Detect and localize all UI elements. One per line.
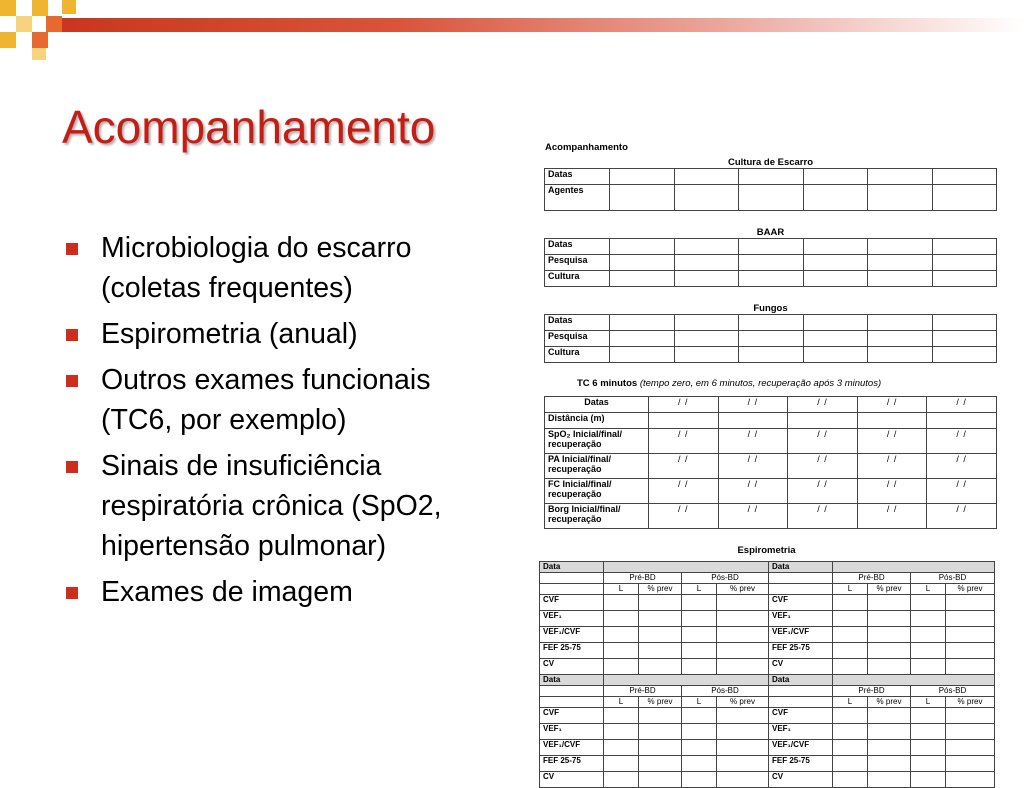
table-row (545, 347, 997, 363)
fungos-caption: Fungos (753, 303, 788, 314)
bullet-text: Exames de imagem (101, 576, 353, 608)
unit-header: % prev (868, 584, 911, 595)
date-cell: / / (788, 454, 858, 479)
date-cell: / / (649, 479, 719, 504)
table-row (540, 584, 995, 595)
table-row (540, 562, 995, 573)
data-label: Data (769, 675, 833, 686)
date-cell: / / (649, 504, 719, 529)
row-label: CV (769, 772, 833, 788)
table-row (545, 454, 997, 479)
row-label: FEF 25-75 (769, 756, 833, 772)
row-label: CVF (540, 708, 604, 724)
unit-header: L (833, 697, 868, 708)
bullet-item (62, 228, 482, 308)
row-label: SpO₂ Inicial/final/ recuperação (545, 429, 649, 454)
unit-header: L (911, 697, 946, 708)
deco-square (32, 48, 46, 60)
document-title: Acompanhamento (545, 142, 628, 153)
row-label: Borg Inicial/final/ recuperação (545, 504, 649, 529)
unit-header: L (682, 584, 717, 595)
table-row (540, 686, 995, 697)
date-cell: / / (927, 397, 997, 413)
date-cell: / / (857, 504, 927, 529)
unit-header: % prev (868, 697, 911, 708)
date-cell: / / (927, 479, 997, 504)
row-label: Distância (m) (545, 413, 649, 429)
row-label: CVF (769, 708, 833, 724)
deco-square (0, 0, 16, 16)
row-label: Datas (545, 169, 610, 185)
bullet-list (62, 228, 482, 618)
table-row (540, 659, 995, 675)
row-label: VEF₁ (769, 611, 833, 627)
date-cell: / / (718, 454, 788, 479)
row-label: VEF₁ (540, 611, 604, 627)
unit-header: % prev (717, 697, 769, 708)
tc6-caption-note: (tempo zero, em 6 minutos, recuperação após 3 minutos) (639, 378, 882, 389)
date-cell: / / (927, 429, 997, 454)
table-row (540, 595, 995, 611)
table-row (545, 397, 997, 413)
row-label: VEF₁/CVF (769, 627, 833, 643)
bullet-item (62, 360, 482, 440)
row-label: VEF₁/CVF (540, 627, 604, 643)
bullet-text: Sinais de insuficiência respiratória crônica (SpO2, hipertensão pulmonar) (101, 450, 442, 562)
row-label: Cultura (545, 347, 610, 363)
table-row (545, 169, 997, 185)
unit-header: L (604, 584, 639, 595)
row-label: Cultura (545, 271, 610, 287)
date-cell: / / (788, 397, 858, 413)
date-cell: / / (857, 397, 927, 413)
bullet-square-icon (66, 243, 78, 255)
row-label: FEF 25-75 (540, 643, 604, 659)
fungos-table (544, 314, 997, 363)
pre-bd-header: Pré-BD (833, 573, 911, 584)
pre-bd-header: Pré-BD (833, 686, 911, 697)
date-cell: / / (927, 454, 997, 479)
table-row (540, 708, 995, 724)
unit-header: L (833, 584, 868, 595)
cultura-table (544, 168, 997, 211)
row-label: Agentes (545, 185, 610, 211)
table-row (540, 611, 995, 627)
tc6-table (544, 396, 997, 529)
unit-header: % prev (639, 584, 682, 595)
row-label: Pesquisa (545, 255, 610, 271)
row-label: VEF₁/CVF (540, 740, 604, 756)
table-row (545, 331, 997, 347)
header-bar (62, 18, 1024, 32)
bullet-square-icon (66, 587, 78, 599)
date-cell: / / (718, 479, 788, 504)
deco-square (16, 16, 32, 32)
bullet-text: Microbiologia do escarro (coletas frequentes) (101, 232, 412, 304)
date-cell: / / (857, 454, 927, 479)
espiro-caption: Espirometria (737, 545, 796, 556)
unit-header: L (604, 697, 639, 708)
pre-bd-header: Pré-BD (604, 573, 682, 584)
table-row (545, 271, 997, 287)
table-row (540, 740, 995, 756)
date-cell: / / (788, 479, 858, 504)
table-row (545, 185, 997, 211)
baar-table (544, 238, 997, 287)
date-cell: / / (788, 429, 858, 454)
tc6-caption (577, 378, 881, 389)
deco-square (0, 32, 16, 48)
row-label: Datas (545, 397, 649, 413)
bullet-text: Outros exames funcionais (TC6, por exemplo) (101, 364, 431, 436)
row-label: CV (540, 772, 604, 788)
date-cell: / / (927, 504, 997, 529)
unit-header: L (682, 697, 717, 708)
unit-header: % prev (717, 584, 769, 595)
table-row (540, 675, 995, 686)
row-label: Datas (545, 315, 610, 331)
bullet-item (62, 446, 482, 566)
pos-bd-header: Pós-BD (682, 573, 769, 584)
row-label: VEF₁/CVF (769, 740, 833, 756)
row-label: Pesquisa (545, 331, 610, 347)
table-row (540, 756, 995, 772)
table-row (540, 643, 995, 659)
pre-bd-header: Pré-BD (604, 686, 682, 697)
table-row (545, 479, 997, 504)
unit-header: % prev (946, 584, 995, 595)
date-cell: / / (649, 429, 719, 454)
row-label: CV (769, 659, 833, 675)
row-label: VEF₁ (769, 724, 833, 740)
date-cell: / / (649, 454, 719, 479)
deco-square (62, 0, 76, 14)
row-label: Datas (545, 239, 610, 255)
table-row (540, 697, 995, 708)
bullet-square-icon (66, 329, 78, 341)
deco-square (46, 16, 62, 32)
unit-header: % prev (639, 697, 682, 708)
unit-header: % prev (946, 697, 995, 708)
date-cell: / / (718, 504, 788, 529)
data-label: Data (540, 675, 604, 686)
slide-title: Acompanhamento (62, 101, 436, 153)
bullet-square-icon (66, 461, 78, 473)
table-row (540, 772, 995, 788)
table-row (540, 627, 995, 643)
bullet-square-icon (66, 375, 78, 387)
pos-bd-header: Pós-BD (911, 686, 995, 697)
row-label: VEF₁ (540, 724, 604, 740)
table-row (545, 255, 997, 271)
unit-header: L (911, 584, 946, 595)
table-row (540, 724, 995, 740)
bullet-item (62, 572, 482, 612)
date-cell: / / (857, 479, 927, 504)
table-row (545, 504, 997, 529)
row-label: CVF (540, 595, 604, 611)
bullet-item (62, 314, 482, 354)
row-label: CV (540, 659, 604, 675)
data-label: Data (769, 562, 833, 573)
table-row (540, 573, 995, 584)
deco-square (32, 0, 48, 16)
pos-bd-header: Pós-BD (911, 573, 995, 584)
date-cell: / / (649, 397, 719, 413)
tc6-caption-title: TC 6 minutos (577, 378, 638, 389)
pos-bd-header: Pós-BD (682, 686, 769, 697)
table-row (545, 413, 997, 429)
date-cell: / / (788, 504, 858, 529)
data-label: Data (540, 562, 604, 573)
espiro-table (539, 561, 995, 788)
deco-square (32, 32, 48, 48)
bullet-text: Espirometria (anual) (101, 318, 358, 350)
row-label: FC Inicial/final/ recuperação (545, 479, 649, 504)
row-label: CVF (769, 595, 833, 611)
row-label: FEF 25-75 (540, 756, 604, 772)
table-row (545, 315, 997, 331)
baar-caption: BAAR (756, 227, 785, 238)
row-label: PA Inicial/final/ recuperação (545, 454, 649, 479)
table-row (545, 429, 997, 454)
cultura-caption: Cultura de Escarro (728, 157, 813, 168)
date-cell: / / (857, 429, 927, 454)
date-cell: / / (718, 429, 788, 454)
date-cell: / / (718, 397, 788, 413)
table-row (545, 239, 997, 255)
row-label: FEF 25-75 (769, 643, 833, 659)
